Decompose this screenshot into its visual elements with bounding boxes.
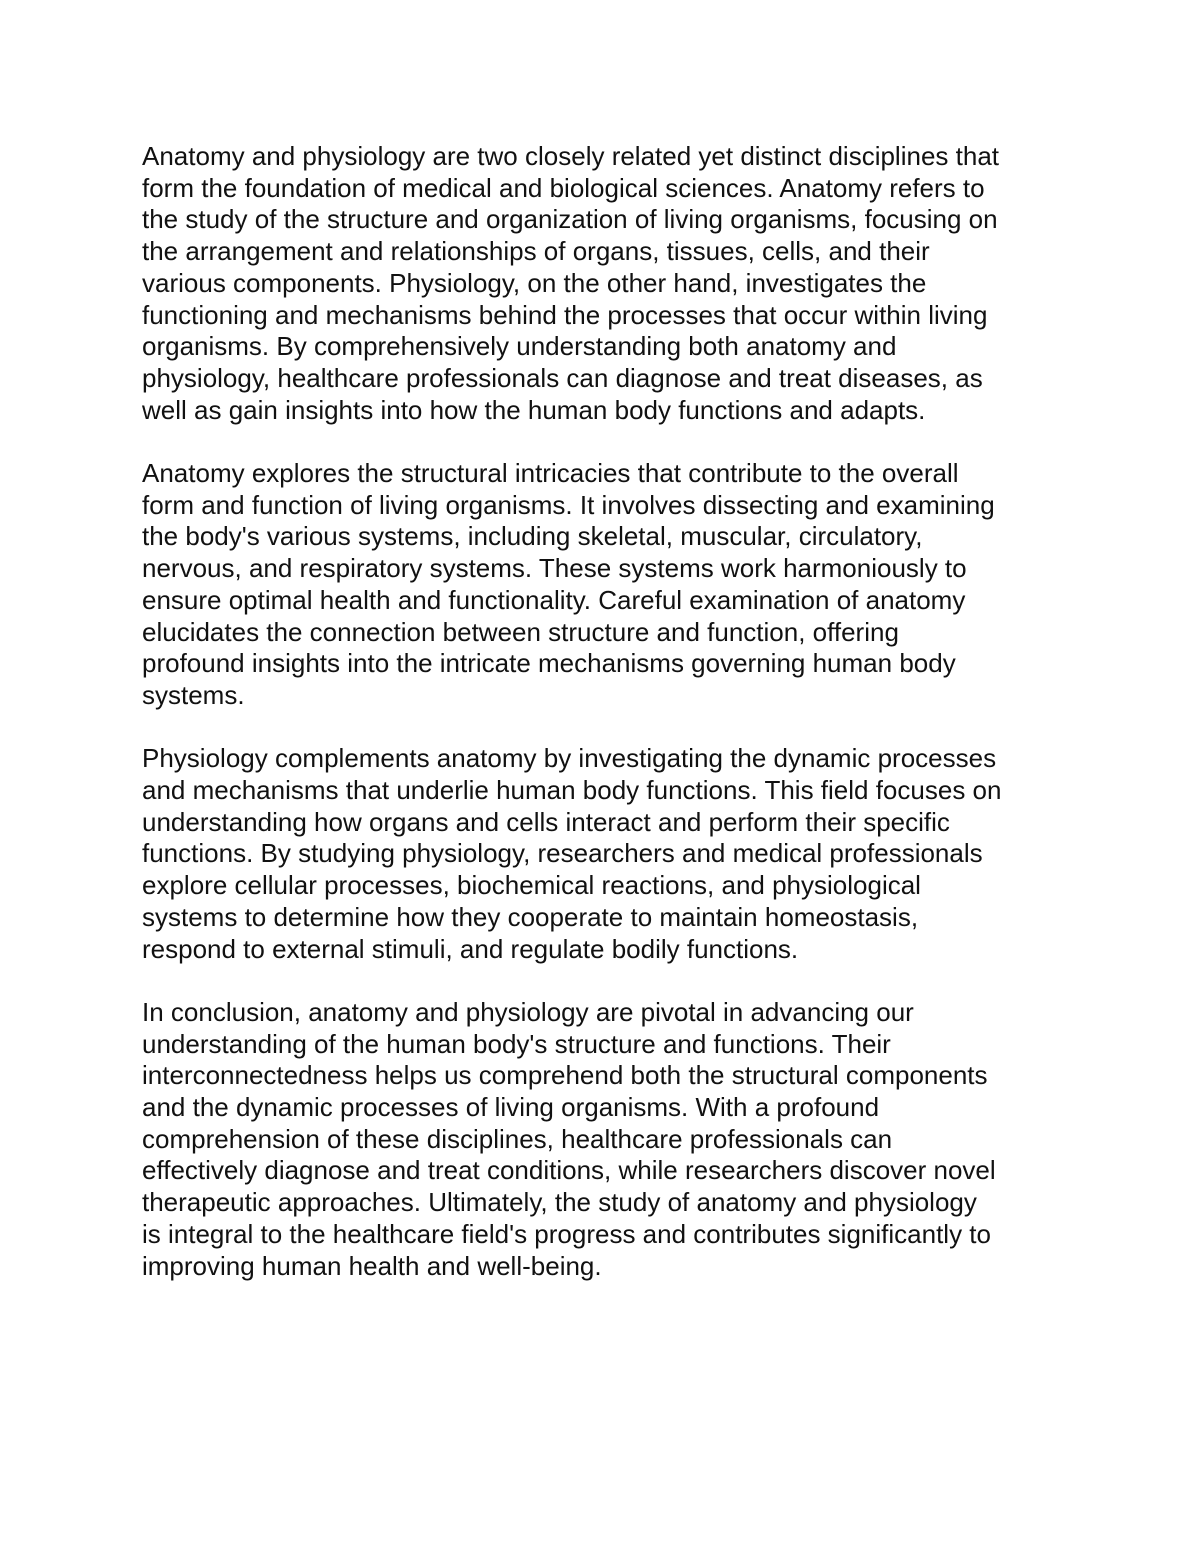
text-line: profound insights into the intricate mechanisms governing human body <box>142 648 956 679</box>
text-line: systems. <box>142 679 245 710</box>
text-line: understanding of the human body's structure and functions. Their <box>142 1028 891 1059</box>
text-line: therapeutic approaches. Ultimately, the study of anatomy and physiology <box>142 1187 977 1218</box>
paragraph-gap <box>142 965 1067 997</box>
text-line: well as gain insights into how the human body functions and adapts. <box>142 394 926 425</box>
text-line: the arrangement and relationships of organs, tissues, cells, and their <box>142 236 930 267</box>
paragraph-1 <box>142 141 1067 426</box>
paragraph-2 <box>142 458 1067 712</box>
text-line: elucidates the connection between structure and function, offering <box>142 616 899 647</box>
text-line: nervous, and respiratory systems. These systems work harmoniously to <box>142 553 967 584</box>
paragraph-3 <box>142 743 1067 965</box>
text-line: systems to determine how they cooperate to maintain homeostasis, <box>142 901 919 932</box>
text-line: the body's various systems, including skeletal, muscular, circulatory, <box>142 521 923 552</box>
text-line: functioning and mechanisms behind the processes that occur within living <box>142 299 988 330</box>
text-line: functions. By studying physiology, researchers and medical professionals <box>142 838 983 869</box>
text-line: respond to external stimuli, and regulate bodily functions. <box>142 933 799 964</box>
text-line: Anatomy and physiology are two closely related yet distinct disciplines that <box>142 141 999 171</box>
paragraph-gap <box>142 712 1067 744</box>
text-line: and mechanisms that underlie human body functions. This field focuses on <box>142 775 1002 806</box>
text-line: In conclusion, anatomy and physiology are pivotal in advancing our <box>142 996 914 1027</box>
text-line: comprehension of these disciplines, healthcare professionals can <box>142 1123 893 1154</box>
text-line: physiology, healthcare professionals can diagnose and treat diseases, as <box>142 362 983 393</box>
text-line: ensure optimal health and functionality. Careful examination of anatomy <box>142 584 966 615</box>
text-line: explore cellular processes, biochemical reactions, and physiological <box>142 870 921 901</box>
paragraph-4 <box>142 997 1067 1282</box>
text-line: is integral to the healthcare field's progress and contributes significantly to <box>142 1218 991 1249</box>
text-line: and the dynamic processes of living organisms. With a profound <box>142 1092 880 1123</box>
text-line: various components. Physiology, on the other hand, investigates the <box>142 267 927 298</box>
text-line: improving human health and well-being. <box>142 1250 602 1281</box>
text-line: the study of the structure and organization of living organisms, focusing on <box>142 204 998 235</box>
text-line: effectively diagnose and treat conditions, while researchers discover novel <box>142 1155 996 1186</box>
text-line: understanding how organs and cells interact and perform their specific <box>142 806 950 837</box>
text-line: interconnectedness helps us comprehend both the structural components <box>142 1060 988 1091</box>
text-line: Anatomy explores the structural intricacies that contribute to the overall <box>142 458 959 489</box>
text-line: form and function of living organisms. It involves dissecting and examining <box>142 489 995 520</box>
text-line: organisms. By comprehensively understanding both anatomy and <box>142 331 897 362</box>
text-line: form the foundation of medical and biological sciences. Anatomy refers to <box>142 172 985 203</box>
document-body <box>142 141 1067 1282</box>
paragraph-gap <box>142 426 1067 458</box>
text-line: Physiology complements anatomy by investigating the dynamic processes <box>142 743 997 774</box>
